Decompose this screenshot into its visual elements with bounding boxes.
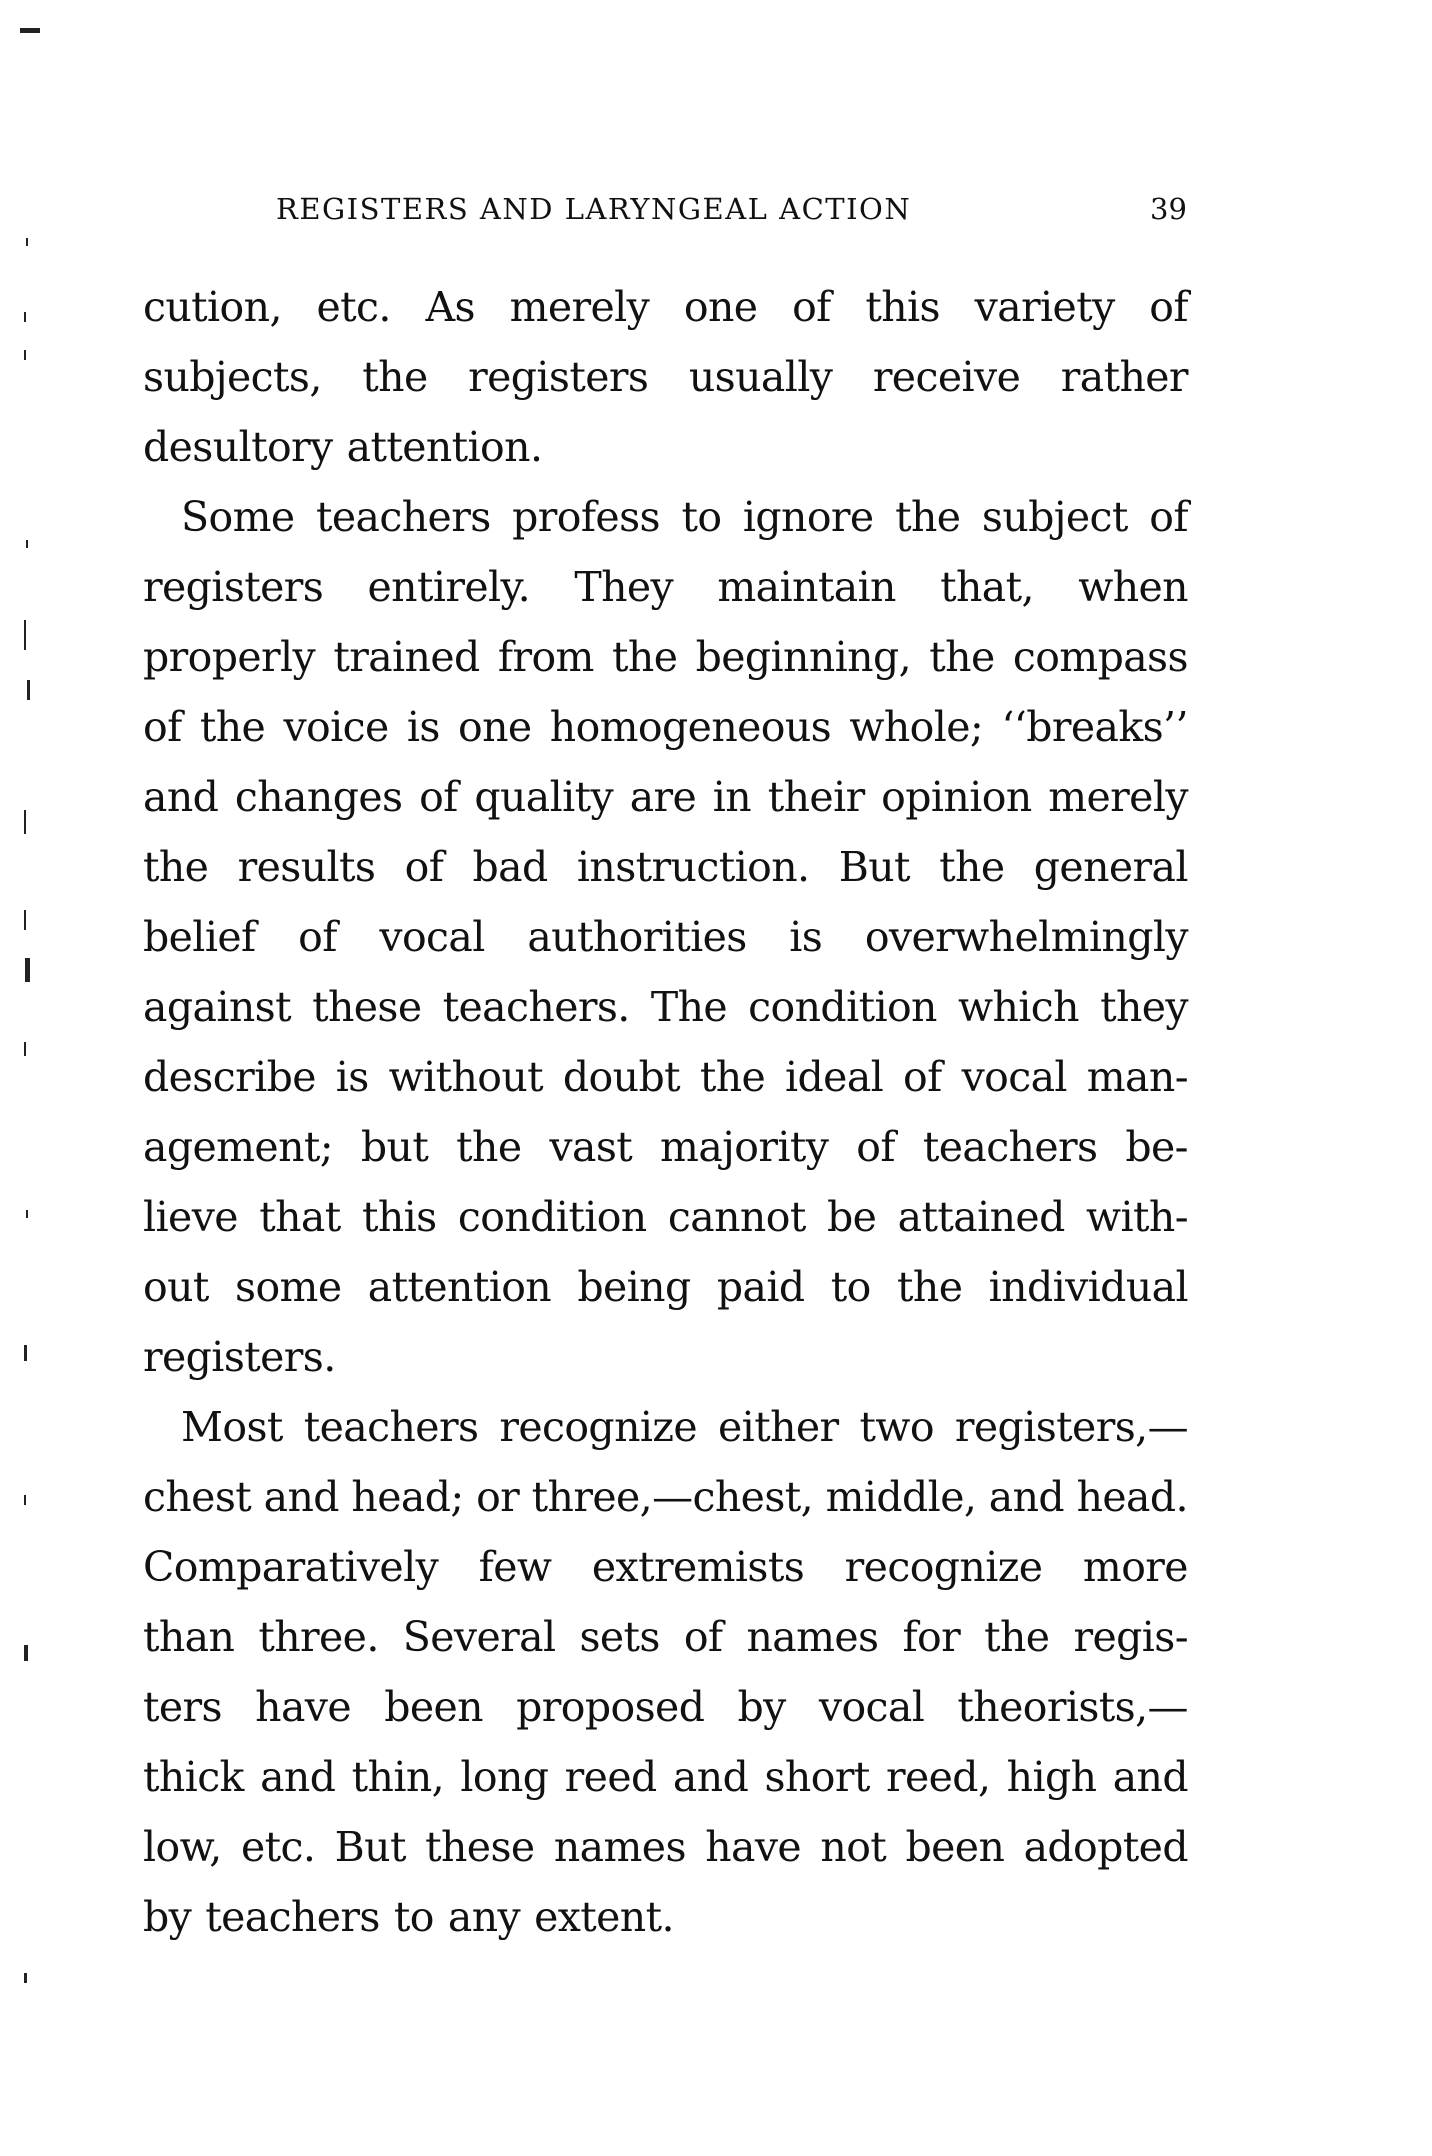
text-line: cution, etc. As merely one of this variety of: [143, 283, 1188, 331]
scan-artifact: [24, 1973, 27, 1983]
scan-artifact: [24, 1345, 27, 1361]
scan-artifact: [24, 350, 26, 360]
text-line: agement; but the vast majority of teachers be-: [143, 1123, 1188, 1171]
scan-artifact: [24, 620, 26, 650]
running-title: REGISTERS AND LARYNGEAL ACTION: [276, 192, 912, 226]
scan-artifact: [24, 1495, 26, 1505]
page-number: 39: [1150, 192, 1187, 226]
text-line: registers.: [143, 1333, 336, 1381]
text-line: thick and thin, long reed and short reed, high and: [143, 1753, 1188, 1801]
text-line: desultory attention.: [143, 423, 543, 471]
text-line: properly trained from the beginning, the compass: [143, 633, 1188, 681]
text-line: by teachers to any extent.: [143, 1893, 674, 1941]
text-line: subjects, the registers usually receive rather: [143, 353, 1188, 401]
scan-artifact: [20, 28, 40, 33]
scan-artifact: [24, 810, 26, 834]
text-line: chest and head; or three,—chest, middle, and head.: [143, 1473, 1188, 1521]
scan-artifact: [27, 680, 30, 700]
text-line: belief of vocal authorities is overwhelmingly: [143, 913, 1188, 961]
scan-artifact: [25, 958, 30, 982]
text-line: against these teachers. The condition which they: [143, 983, 1188, 1031]
text-line: ters have been proposed by vocal theorists,—: [143, 1683, 1188, 1731]
scan-artifact: [24, 1042, 26, 1056]
scan-artifact: [24, 312, 26, 322]
text-line: lieve that this condition cannot be attained with-: [143, 1193, 1188, 1241]
text-line: registers entirely. They maintain that, when: [143, 563, 1188, 611]
text-line: low, etc. But these names have not been adopted: [143, 1823, 1188, 1871]
scan-artifact: [24, 910, 26, 930]
running-header: [0, 192, 1432, 236]
text-line: of the voice is one homogeneous whole; ‘‘breaks’’: [143, 703, 1188, 751]
scan-artifact: [24, 1645, 28, 1661]
text-line: Comparatively few extremists recognize more: [143, 1543, 1188, 1591]
text-line: describe is without doubt the ideal of vocal man-: [143, 1053, 1188, 1101]
scan-artifact: [26, 238, 28, 246]
text-line: than three. Several sets of names for the regis-: [143, 1613, 1188, 1661]
text-line: out some attention being paid to the individual: [143, 1263, 1188, 1311]
scan-artifact: [26, 540, 28, 548]
text-line: the results of bad instruction. But the general: [143, 843, 1188, 891]
text-line: Some teachers profess to ignore the subject of: [181, 493, 1188, 541]
text-line: and changes of quality are in their opinion merely: [143, 773, 1188, 821]
text-line: Most teachers recognize either two registers,—: [181, 1403, 1188, 1451]
scan-artifact: [26, 1210, 28, 1218]
